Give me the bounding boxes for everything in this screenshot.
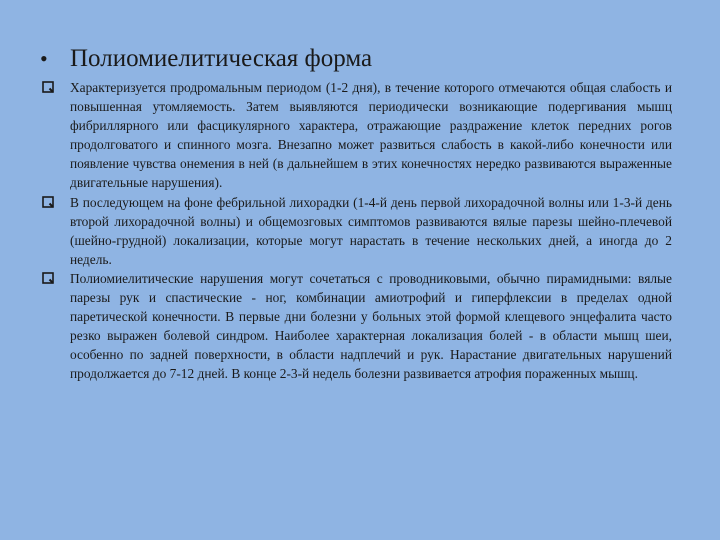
bullet-text: Характеризуется продромальным периодом (1-2 дня), в течение которого отмечаются общая слабость и повышенная утомляемость. Затем выявляются периодически возникающие подергивания мышц фибриллярного или фасцикулярного характера, отражающие раздражение клеток передних рогов продолговатого и спинного мозга. Внезапно может развиться слабость в какой-либо конечности или появление чувства онемения в ней (в дальнейшем в этих конечностях нередко развиваются выраженные двигательные нарушения).	[70, 80, 672, 191]
bullet-item	[42, 78, 672, 193]
checkbox-square-bullet-icon	[42, 272, 54, 284]
checkbox-square-bullet-icon	[42, 81, 54, 93]
bullet-text: В последующем на фоне фебрильной лихорадки (1-4-й день первой лихорадочной волны или 1-3-й день второй лихорадочной волны) и общемозговых симптомов развиваются вялые парезы шейно-плечевой (шейно-грудной) локализации, которые могут нарастать в течение нескольких дней, а иногда до 2 недель.	[70, 194, 672, 267]
bullet-list	[42, 78, 672, 384]
bullet-text: Полиомиелитические нарушения могут сочетаться с проводниковыми, обычно пирамидными: вялые парезы рук и спастические - ног, комбинации амиотрофий и гиперфлексии в пределах одной паретической конечности. В первые дни болезни у больных этой формой клещевого энцефалита часто резко выражен болевой синдром. Наиболее характерная локализация болей - в области мышц шеи, особенно по задней поверхности, в области надплечий и рук. Нарастание двигательных нарушений продолжается до 7-12 дней. В конце 2-3-й недель болезни развивается атрофия пораженных мышц.	[70, 270, 672, 382]
bullet-item	[42, 193, 672, 269]
checkbox-square-bullet-icon	[42, 196, 54, 208]
slide-title: Полиомиелитическая форма	[70, 45, 373, 72]
bullet-item	[42, 269, 672, 384]
title-bullet: •	[40, 46, 48, 71]
slide-title-row	[40, 44, 372, 74]
